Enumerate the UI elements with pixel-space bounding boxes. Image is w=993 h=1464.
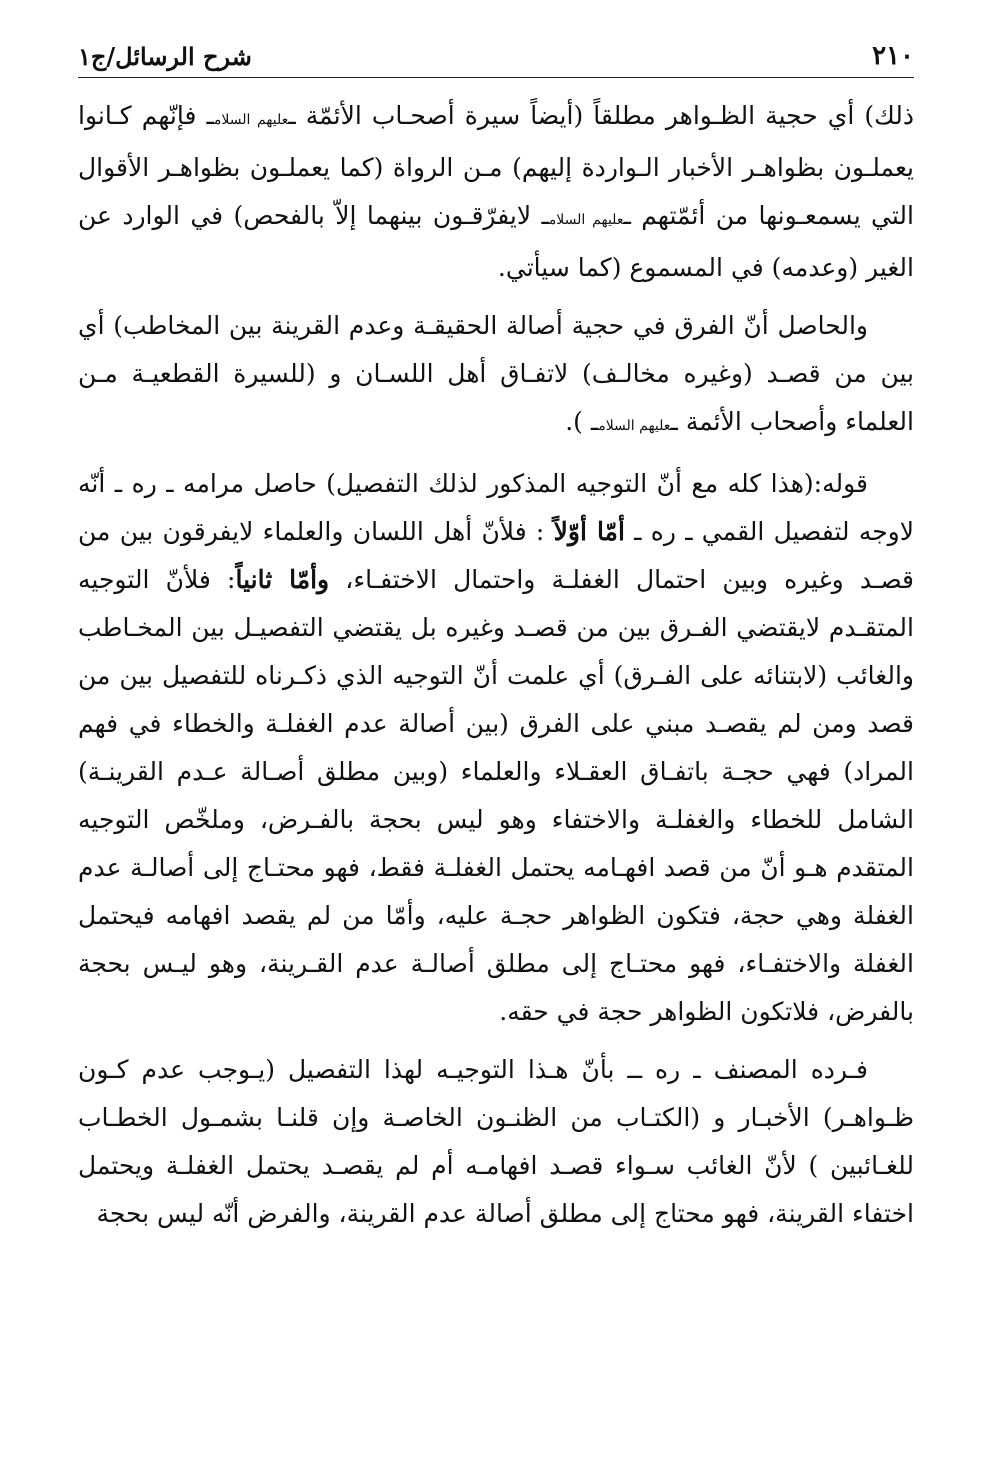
page-number: ٢١٠ [872,41,914,71]
honorific-text: عليهم السلام [548,212,624,228]
honorific-text: عليهم السلام [213,112,289,128]
emphasis-text: وأمّا ثانياً [235,565,330,594]
text-segment: قوله:(هذا كله مع أنّ التوجيه المذكور لذلك التفصيل) حاصل مرامه ـ ره ـ أنّه لاوجه لتفصيل القمي ـ ره ـ [78,469,915,546]
paragraph [78,92,914,292]
running-title: شرح الرسائل/ج١ [78,42,252,71]
text-segment: ـ لايفرّقـون بينهما إلاّ بالفحص) في الوارد عن الغير (وعدمه) في المسموع (كما سيأتي. [78,201,914,282]
page-header [78,38,914,78]
text-segment: ـ ). [565,407,599,436]
text-segment: : فلأنّ التوجيه المتقـدم لايقتضي الفـرق بين من قصـد وغيره بل يقتضي التفصيـل بين المخـاطب والغائب (لابتنائه على الفـرق) أي علمت أنّ التوجيه الذي ذكـرناه للتفصيل بين من قصد ومن لم يقصـد مبني على الفرق (بين أصالة عدم الغفلـة والخطاء في فهم المراد) فهي حجـة باتفـاق العقـلاء والعلماء (وبين مطلق أصـالة عـدم القرينـة) الشامل للخطاء والغفلـة والاختفاء وهو ليس بحجة بالفـرض، وملخّص التوجيه المتقدم هـو أنّ من قصد افهـامه يحتمل الغفلـة فقط، فهو محتـاج إلى أصالـة عدم الغفلة وهي حجة، فتكون الظواهر حجـة عليه، وأمّا من لم يقصد افهامه فيحتمل الغفلة والاختفـاء، فهو محتـاج إلى مطلق أصالـة عدم القـرينة، وهو ليـس بحجة بالفرض، فلاتكون الظواهر حجة في حقه. [78,565,914,1026]
paragraph [78,460,914,1036]
text-segment: ـ فإنّهم كـانوا يعملـون بظواهـر الأخبار الـواردة إليهم) مـن الرواة (كما يعملـون بظواهـر الأقوال التي يسمعـونها من أئمّتهم ـ [78,101,914,230]
paragraph [78,302,914,450]
text-segment: ذلك) أي حجية الظـواهر مطلقاً (أيضاً سيرة أصحـاب الأئمّة ـ [288,101,914,130]
paragraph [78,1046,914,1238]
text-segment: : فلأنّ أهل اللسان والعلماء لايفرقون بين من قصـد وغيره وبين احتمال الغفلـة واحتمال الاختفـاء، [78,517,914,594]
book-page [78,38,914,1438]
page-body [78,92,914,1238]
text-segment: والحاصل أنّ الفرق في حجية أصالة الحقيقـة وعدم القرينة بين المخاطب) أي بين من قصـد (وغيره مخالـف) لاتفـاق أهل اللسـان و (للسيرة القطعيـة مـن العلماء وأصحاب الأئمة ـ [78,311,914,436]
emphasis-text: أمّا أوّلاً [553,517,625,546]
text-segment: فـرده المصنف ـ ره ــ بأنّ هـذا التوجيـه لهذا التفصيل (يـوجب عدم كـون ظـواهـر) الأخبـار و (الكتـاب من الظنـون الخاصـة وإن قلنـا بشمـول الخطـاب للغـائبين ) لأنّ الغائب سـواء قصـد افهامـه أم لم يقصـد يحتمل الغفلـة ويحتمل اختفاء القرينة، فهو محتاج إلى مطلق أصالة عدم القرينة، والفرض أنّه ليس بحجة [78,1055,914,1228]
honorific-text: عليهم السلام [598,418,671,434]
